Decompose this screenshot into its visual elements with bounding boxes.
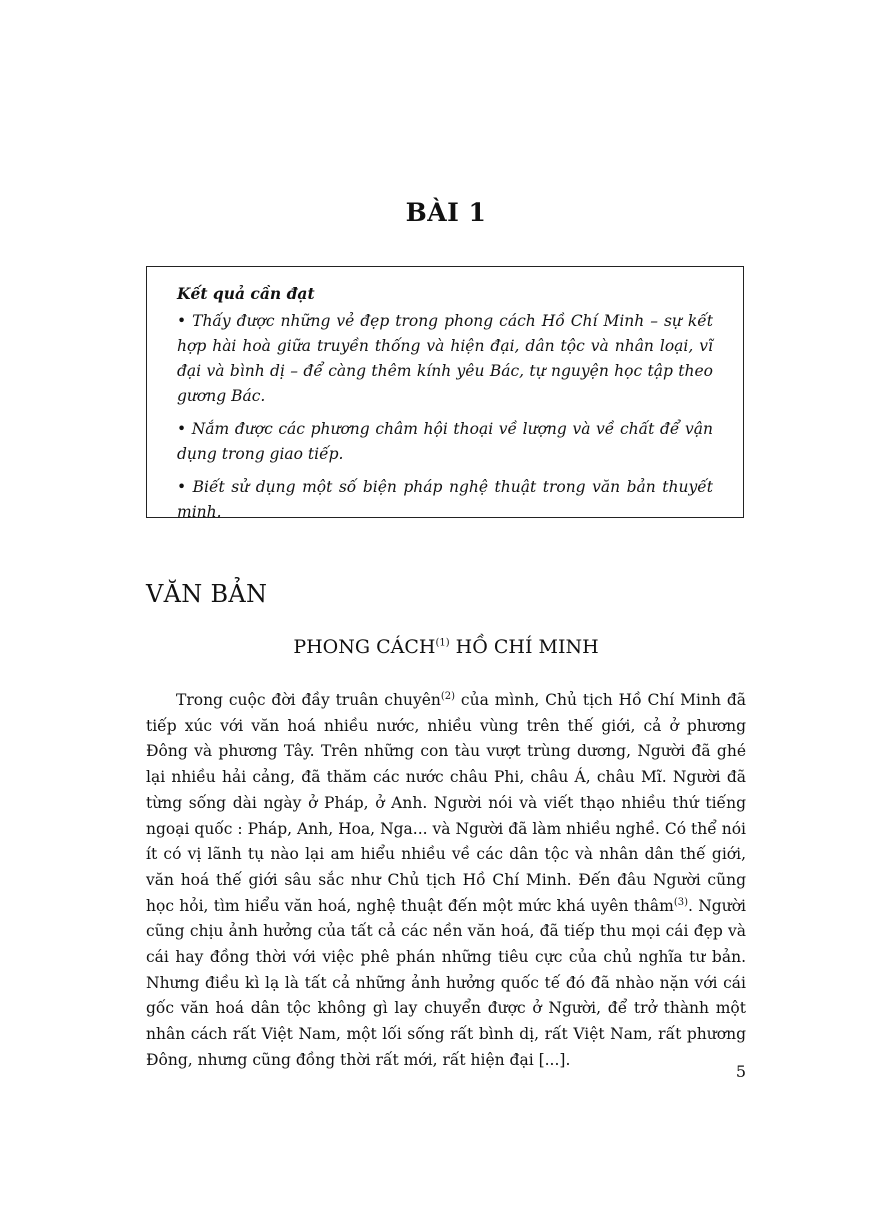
lesson-title: BÀI 1 (405, 198, 487, 227)
footnote-marker: (2) (440, 690, 456, 702)
objectives-heading: Kết quả cần đạt (177, 284, 315, 303)
objective-item: • Biết sử dụng một số biện pháp nghệ thuật trong văn bản thuyết minh. (177, 478, 713, 521)
paragraph-segment: Trong cuộc đời đầy truân chuyên (176, 691, 441, 709)
footnote-marker: (3) (673, 896, 689, 908)
footnote-marker: (1) (435, 637, 450, 649)
text-title (0, 636, 892, 658)
text-title-part: PHONG CÁCH (293, 636, 436, 658)
body-paragraph (146, 688, 746, 1074)
page-number: 5 (735, 1062, 746, 1081)
paragraph-segment: . Người cũng chịu ảnh hưởng của tất cả các nền văn hoá, đã tiếp thu mọi cái đẹp và cái hay đồng thời với việc phê phán những tiêu cực của chủ nghĩa tư bản. Nhưng điều kì lạ là tất cả những ảnh hưởng quốc tế đó đã nhào nặn với cái gốc văn hoá dân tộc không gì lay chuyển được ở Người, để trở thành một nhân cách rất Việt Nam, một lối sống rất bình dị, rất Việt Nam, rất phương Đông, nhưng cũng đồng thời rất mới, rất hiện đại [...]. (146, 896, 746, 1069)
objective-item: • Thấy được những vẻ đẹp trong phong cách Hồ Chí Minh – sự kết hợp hài hoà giữa truyền thống và hiện đại, dân tộc và nhân loại, vĩ đại và bình dị – để càng thêm kính yêu Bác, tự nguyện học tập theo gương Bác. (177, 312, 713, 405)
objective-item: • Nắm được các phương châm hội thoại về lượng và về chất để vận dụng trong giao tiếp. (177, 420, 713, 463)
section-title: VĂN BẢN (146, 580, 268, 608)
learning-objectives-box (146, 266, 744, 521)
paragraph-segment: của mình, Chủ tịch Hồ Chí Minh đã tiếp xúc với văn hoá nhiều nước, nhiều vùng trên thế giới, cả ở phương Đông và phương Tây. Trên những con tàu vượt trùng dương, Người đã ghé lại nhiều hải cảng, đã thăm các nước châu Phi, châu Á, châu Mĩ. Người đã từng sống dài ngày ở Pháp, ở Anh. Người nói và viết thạo nhiều thứ tiếng ngoại quốc : Pháp, Anh, Hoa, Nga... và Người đã làm nhiều nghề. Có thể nói ít có vị lãnh tụ nào lại am hiểu nhiều về các dân tộc và nhân dân thế giới, văn hoá thế giới sâu sắc như Chủ tịch Hồ Chí Minh. Đến đâu Người cũng học hỏi, tìm hiểu văn hoá, nghệ thuật đến một mức khá uyên thâm (146, 691, 746, 915)
text-title-part: HỒ CHÍ MINH (449, 636, 599, 658)
